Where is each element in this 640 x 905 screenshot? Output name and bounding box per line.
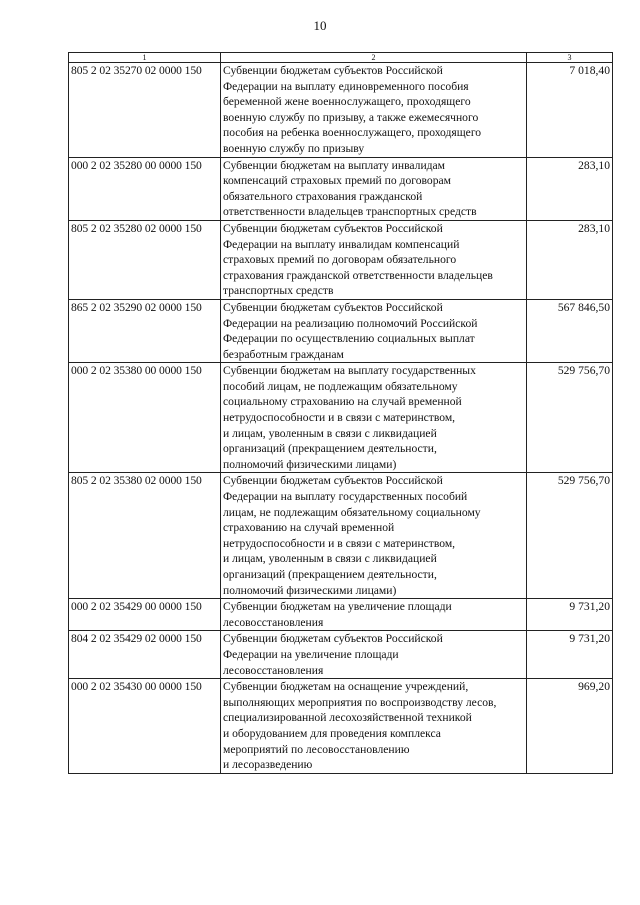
description-line: ответственности владельцев транспортных средств (223, 205, 477, 219)
table-row (69, 473, 613, 599)
description-line: лесовосстановления (223, 663, 324, 677)
description-line: Субвенции бюджетам субъектов Российской (223, 64, 443, 77)
description-cell (221, 157, 527, 220)
description-line: Субвенции бюджетам субъектов Российской (223, 474, 443, 488)
table-row (69, 220, 613, 299)
description-line: социальному страхованию на случай временной (223, 395, 462, 409)
description-line: Федерации по осуществлению социальных выплат (223, 332, 475, 346)
description-line: и лицам, уволенным в связи с ликвидацией (223, 552, 437, 566)
description-line: специализированной лесохозяйственной техникой (223, 711, 472, 725)
description-line: пособия на ребенка военнослужащего, проходящего (223, 126, 482, 140)
description-line: Субвенции бюджетам субъектов Российской (223, 632, 443, 646)
description-line: беременной жене военнослужащего, проходящего (223, 95, 471, 109)
description-cell (221, 631, 527, 679)
table-row (69, 679, 613, 774)
budget-code-cell: 000 2 02 35430 00 0000 150 (69, 679, 221, 774)
amount-cell: 283,10 (527, 157, 613, 220)
description-line: организаций (прекращением деятельности, (223, 442, 437, 456)
amount-cell: 529 756,70 (527, 363, 613, 473)
header-row (69, 53, 613, 63)
description-line: Субвенции бюджетам на увеличение площади (223, 600, 452, 614)
description-line: и лицам, уволенным в связи с ликвидацией (223, 426, 437, 440)
description-line: Федерации на увеличение площади (223, 647, 399, 661)
amount-cell: 567 846,50 (527, 299, 613, 362)
description-line: безработным гражданам (223, 347, 344, 361)
description-cell (221, 299, 527, 362)
description-line: и оборудованием для проведения комплекса (223, 726, 441, 740)
description-cell (221, 63, 527, 158)
table-row (69, 599, 613, 631)
description-line: полномочий физическими лицами) (223, 583, 397, 597)
table-row (69, 299, 613, 362)
description-line: нетрудоспособности и в связи с материнством, (223, 536, 456, 550)
budget-code-cell: 804 2 02 35429 02 0000 150 (69, 631, 221, 679)
description-line: мероприятий по лесовосстановлению (223, 742, 410, 756)
description-line: Федерации на выплату государственных пособий (223, 490, 468, 504)
description-line: страхованию на случай временной (223, 521, 395, 535)
amount-cell: 969,20 (527, 679, 613, 774)
description-line: Субвенции бюджетам на оснащение учреждений, (223, 680, 469, 694)
budget-code-cell: 000 2 02 35380 00 0000 150 (69, 363, 221, 473)
table-header (69, 53, 613, 63)
column-header-amount: 3 (527, 53, 613, 63)
description-line: Федерации на выплату инвалидам компенсаций (223, 237, 460, 251)
description-line: выполняющих мероприятия по воспроизводству лесов, (223, 695, 497, 709)
table-body (69, 63, 613, 774)
description-line: организаций (прекращением деятельности, (223, 568, 437, 581)
page-number: 10 (313, 18, 327, 33)
description-line: обязательного страхования гражданской (223, 189, 423, 203)
description-line: Федерации на реализацию полномочий Российской (223, 316, 478, 330)
description-line: лесовосстановления (223, 615, 324, 629)
description-line: страхования гражданской ответственности владельцев (223, 268, 493, 282)
description-line: нетрудоспособности и в связи с материнством, (223, 411, 456, 425)
description-line: Субвенции бюджетам субъектов Российской (223, 300, 443, 314)
budget-code-cell: 805 2 02 35270 02 0000 150 (69, 63, 221, 158)
description-line: Федерации на выплату единовременного пособия (223, 79, 469, 93)
amount-cell: 9 731,20 (527, 599, 613, 631)
budget-code-cell: 805 2 02 35280 02 0000 150 (69, 220, 221, 299)
description-line: Субвенции бюджетам на выплату государственных (223, 364, 476, 378)
column-header-description: 2 (221, 53, 527, 63)
budget-table (68, 52, 613, 774)
description-line: страховых премий по договорам обязательного (223, 253, 457, 267)
table-row (69, 631, 613, 679)
description-line: Субвенции бюджетам на выплату инвалидам (223, 158, 446, 172)
description-line: полномочий физическими лицами) (223, 457, 397, 471)
budget-code-cell: 805 2 02 35380 02 0000 150 (69, 473, 221, 599)
amount-cell: 7 018,40 (527, 63, 613, 158)
description-line: военную службу по призыву, а также ежемесячного (223, 110, 479, 124)
description-line: компенсаций страховых премий по договорам (223, 174, 451, 188)
budget-code-cell: 865 2 02 35290 02 0000 150 (69, 299, 221, 362)
description-line: транспортных средств (223, 284, 334, 298)
column-header-code: 1 (69, 53, 221, 63)
description-cell (221, 363, 527, 473)
table-row (69, 363, 613, 473)
description-line: и лесоразведению (223, 758, 313, 772)
description-cell (221, 679, 527, 774)
budget-code-cell: 000 2 02 35429 00 0000 150 (69, 599, 221, 631)
budget-code-cell: 000 2 02 35280 00 0000 150 (69, 157, 221, 220)
table-row (69, 157, 613, 220)
amount-cell: 529 756,70 (527, 473, 613, 599)
description-cell (221, 599, 527, 631)
description-cell (221, 220, 527, 299)
table-row (69, 63, 613, 158)
description-line: лицам, не подлежащим обязательному социальному (223, 505, 481, 519)
description-line: пособий лицам, не подлежащим обязательному (223, 379, 458, 393)
description-line: военную службу по призыву (223, 141, 365, 155)
description-cell (221, 473, 527, 599)
amount-cell: 9 731,20 (527, 631, 613, 679)
amount-cell: 283,10 (527, 220, 613, 299)
description-line: Субвенции бюджетам субъектов Российской (223, 221, 443, 235)
